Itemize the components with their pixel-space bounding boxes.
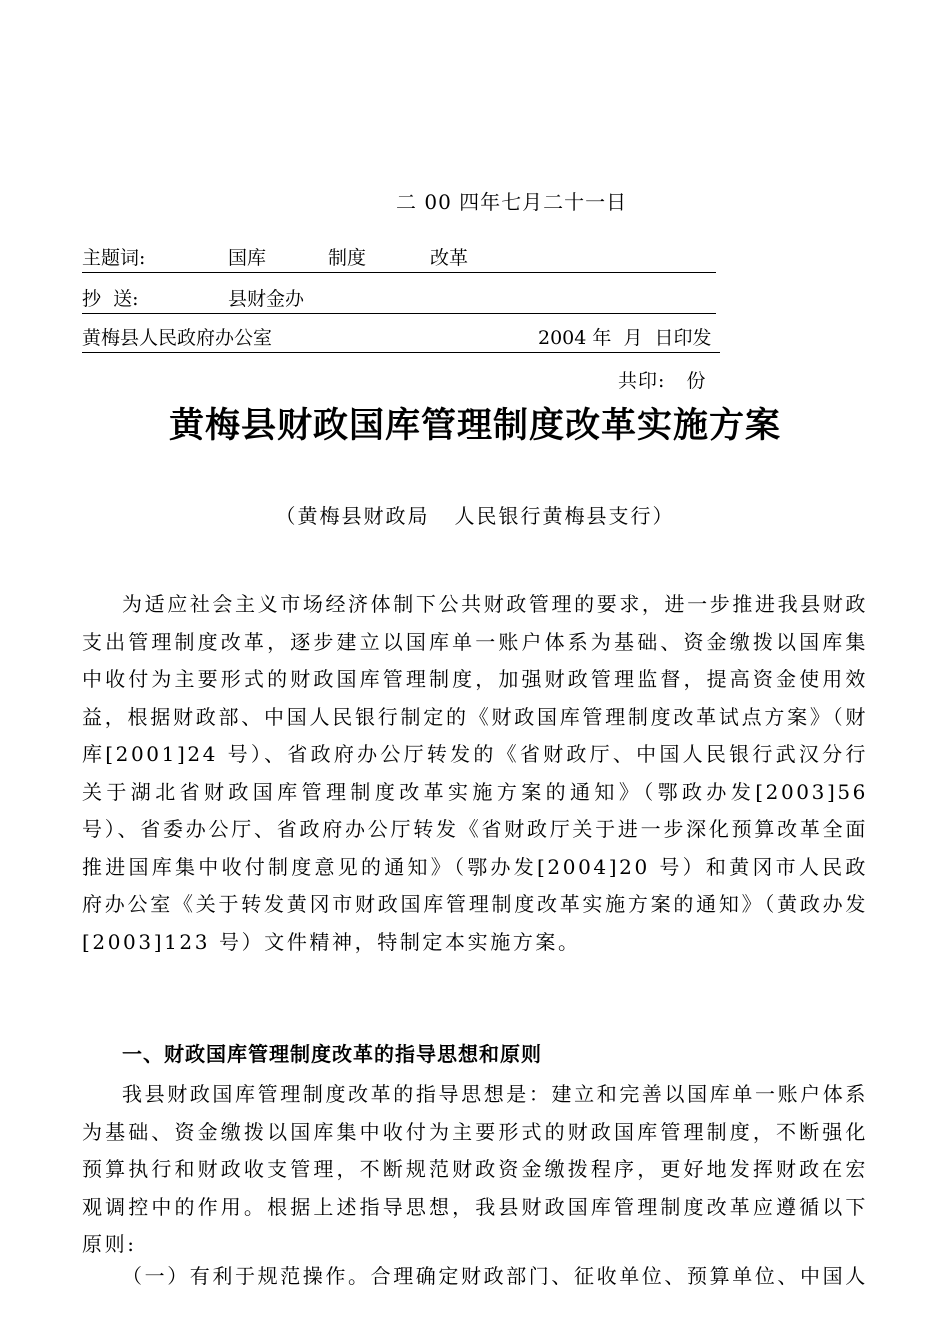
document-date: 二 00 四年七月二十一日 [396,190,628,214]
cc-row [82,287,716,314]
cc-value: 县财金办 [228,288,305,310]
cc-label: 抄 送: [82,288,139,310]
print-count: 共印: 份 [618,370,707,392]
section-1-heading: 一、财政国库管理制度改革的指导思想和原则 [122,1042,542,1066]
intro-paragraph [82,586,868,961]
keyword-2: 制度 [328,247,367,269]
subject-keywords-row [82,246,716,273]
issuer-name: 黄梅县人民政府办公室 [82,327,273,349]
subject-label: 主题词: [82,247,146,269]
principle-item-1: （一）有利于规范操作。合理确定财政部门、征收单位、预算单位、中国人 [122,1264,868,1288]
issue-date: 2004 年 月 日印发 [538,327,712,349]
keyword-3: 改革 [430,247,469,269]
section-1-paragraph-text: 我县财政国库管理制度改革的指导思想是：建立和完善以国库单一账户体系为基础、资金缴拨以国库集中收付为主要形式的财政国库管理制度，不断强化预算执行和财政收支管理，不断规范财政资金缴拨程序，更好地发挥财政在宏观调控中的作用。根据上述指导思想，我县财政国库管理制度改革应遵循以下原则: [82,1082,868,1256]
document-subtitle: （黄梅县财政局 人民银行黄梅县支行） [275,504,675,528]
intro-paragraph-text: 为适应社会主义市场经济体制下公共财政管理的要求，进一步推进我县财政支出管理制度改革，逐步建立以国库单一账户体系为基础、资金缴拨以国库集中收付为主要形式的财政国库管理制度，加强财政管理监督，提高资金使用效益，根据财政部、中国人民银行制定的《财政国库管理制度改革试点方案》（财库[2001]24 号）、省政府办公厅转发的《省财政厅、中国人民银行武汉分行关于湖北省财政国库管理制度改革实施方案的通知》（鄂政办发[2003]56 号）、省委办公厅、省政府办公厅转发《省财政厅关于进一步深化预算改革全面推进国库集中收付制度意见的通知》（鄂办发[2004]20 号）和黄冈市人民政府办公室《关于转发黄冈市财政国库管理制度改革实施方案的通知》（黄政办发[2003]123 号）文件精神，特制定本实施方案。 [82,592,868,954]
issuer-row [82,326,720,353]
section-1-paragraph [82,1076,868,1264]
document-title: 黄梅县财政国库管理制度改革实施方案 [168,406,781,446]
keyword-1: 国库 [228,247,267,269]
